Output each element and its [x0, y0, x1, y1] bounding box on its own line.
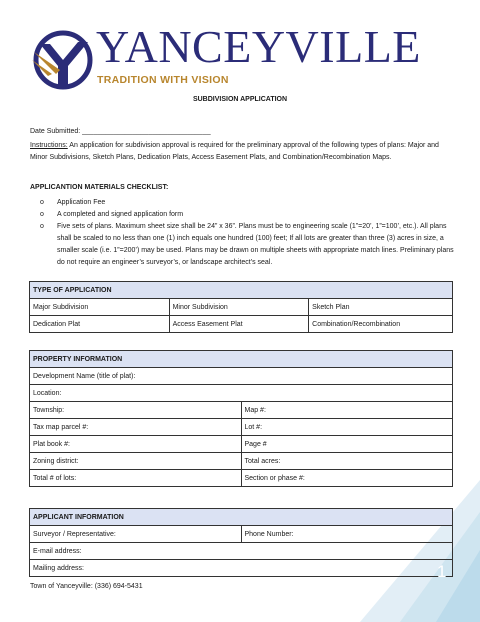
- option-sketch-plan[interactable]: Sketch Plan: [309, 299, 453, 316]
- zoning-district-field[interactable]: Zoning district:: [30, 453, 242, 470]
- map-number-field[interactable]: Map #:: [241, 402, 453, 419]
- tax-map-parcel-field[interactable]: Tax map parcel #:: [30, 419, 242, 436]
- date-submitted-field[interactable]: Date Submitted: _________________________________: [30, 128, 211, 135]
- checkbox-bullet-icon[interactable]: o: [40, 211, 44, 218]
- town-logo-icon: [30, 30, 100, 90]
- development-name-field[interactable]: Development Name (title of plat):: [30, 368, 453, 385]
- applicant-info-table: [29, 508, 453, 577]
- page-number-field[interactable]: Page #: [241, 436, 453, 453]
- checkbox-bullet-icon[interactable]: o: [40, 223, 44, 230]
- checklist-item-text: Application Fee: [57, 199, 106, 206]
- table-header: APPLICANT INFORMATION: [30, 509, 453, 526]
- section-phase-field[interactable]: Section or phase #:: [241, 470, 453, 487]
- checklist-item-text: Five sets of plans. Maximum sheet size shall be 24” x 36”. Plans must be to engineering scale (1”=20’, 1”=100’, etc.). All plans shall be scaled to no less than one (1) inch equals one hundred (100) feet; If all lots are greater than three (3) acres in size, a smaller scale (i.e. 1”=200’) may be used. Plans may be drawn on multiple sheets with appropriate match lines. Preliminary plans do not require an engineer’s surveyor’s, or landscape architect’s seal.: [57, 223, 454, 266]
- township-field[interactable]: Township:: [30, 402, 242, 419]
- option-access-easement-plat[interactable]: Access Easement Plat: [169, 316, 309, 333]
- total-acres-field[interactable]: Total acres:: [241, 453, 453, 470]
- instructions-label: Instructions:: [30, 142, 68, 149]
- lot-number-field[interactable]: Lot #:: [241, 419, 453, 436]
- checklist-item-text: A completed and signed application form: [57, 211, 184, 218]
- property-info-table: [29, 350, 453, 487]
- checklist-title: APPLICANTION MATERIALS CHECKLIST:: [30, 184, 169, 191]
- email-address-field[interactable]: E-mail address:: [30, 543, 453, 560]
- table-row: [30, 436, 453, 453]
- footer-contact: Town of Yanceyville: (336) 694-5431: [30, 583, 143, 590]
- table-row: [30, 470, 453, 487]
- document-title: SUBDIVISION APPLICATION: [192, 96, 288, 103]
- logo-wordmark: YANCEYVILLE: [96, 21, 421, 72]
- option-dedication-plat[interactable]: Dedication Plat: [30, 316, 170, 333]
- logo-tagline: TRADITION WITH VISION: [97, 74, 229, 86]
- page-number: 1: [437, 562, 447, 581]
- table-row: [30, 385, 453, 402]
- table-row: [30, 560, 453, 577]
- mailing-address-field[interactable]: Mailing address:: [30, 560, 453, 577]
- option-combination-recombination[interactable]: Combination/Recombination: [309, 316, 453, 333]
- location-field[interactable]: Location:: [30, 385, 453, 402]
- surveyor-representative-field[interactable]: Surveyor / Representative:: [30, 526, 242, 543]
- plat-book-field[interactable]: Plat book #:: [30, 436, 242, 453]
- checklist: [40, 197, 458, 269]
- instructions-paragraph: [30, 140, 455, 164]
- table-row: [30, 419, 453, 436]
- option-minor-subdivision[interactable]: Minor Subdivision: [169, 299, 309, 316]
- table-row: [30, 316, 453, 333]
- checklist-item: [40, 197, 458, 209]
- phone-number-field[interactable]: Phone Number:: [241, 526, 453, 543]
- table-row: [30, 299, 453, 316]
- table-row: [30, 453, 453, 470]
- table-header: TYPE OF APPLICATION: [30, 282, 453, 299]
- checkbox-bullet-icon[interactable]: o: [40, 199, 44, 206]
- option-major-subdivision[interactable]: Major Subdivision: [30, 299, 170, 316]
- total-lots-field[interactable]: Total # of lots:: [30, 470, 242, 487]
- table-row: [30, 543, 453, 560]
- application-type-table: [29, 281, 453, 333]
- table-row: [30, 526, 453, 543]
- table-row: [30, 402, 453, 419]
- table-header: PROPERTY INFORMATION: [30, 351, 453, 368]
- instructions-text: An application for subdivision approval is required for the preliminary approval of the following types of plans: Major and Minor Subdivisions, Sketch Plans, Dedication Plats, Access Easement Plats, and Combination/Recombination Maps.: [30, 142, 439, 161]
- checklist-item: [40, 209, 458, 221]
- checklist-item: [40, 221, 458, 269]
- table-row: [30, 368, 453, 385]
